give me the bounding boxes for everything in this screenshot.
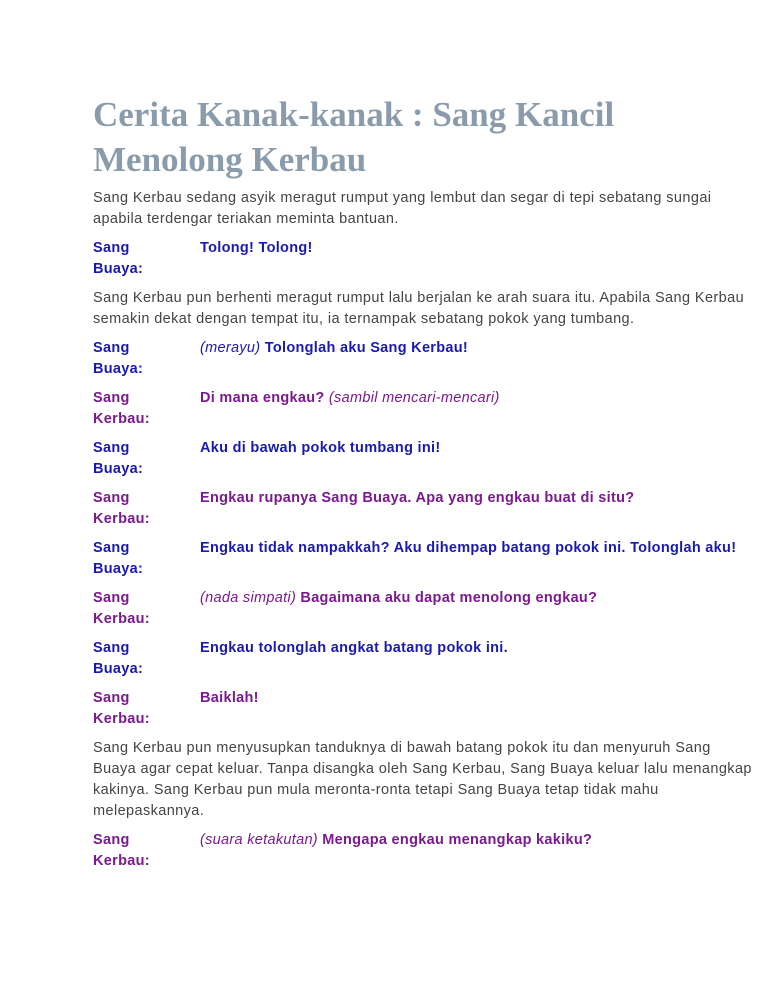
- narration-paragraph: Sang Kerbau pun berhenti meragut rumput lalu berjalan ke arah suara itu. Apabila Sang Kerbau semakin dekat dengan tempat itu, ia ternampak sebatang pokok yang tumbang.: [93, 290, 745, 327]
- narration-paragraph: Sang Kerbau sedang asyik meragut rumput yang lembut dan segar di tepi sebatang sungai apabila terdengar teriakan meminta bantuan.: [93, 190, 712, 227]
- dialogue-speech: [200, 388, 753, 430]
- speech-text: Aku di bawah pokok tumbang ini!: [200, 440, 441, 456]
- dialogue-line-kerbau: [93, 830, 753, 872]
- stage-direction: (merayu): [200, 340, 261, 356]
- speaker-label: Sang Buaya:: [93, 440, 144, 477]
- dialogue-speech: [200, 538, 753, 580]
- dialogue-speech: [200, 238, 753, 280]
- dialogue-speech: [200, 438, 753, 480]
- narration-paragraph: Sang Kerbau pun menyusupkan tanduknya di bawah batang pokok itu dan menyuruh Sang Buaya agar cepat keluar. Tanpa disangka oleh Sang Kerbau, Sang Buaya keluar lalu menangkap kakinya. Sang Kerbau pun mula meronta-ronta tetapi Sang Buaya tetap tidak mahu melepaskannya.: [93, 740, 752, 819]
- speaker-label: Sang Buaya:: [93, 640, 144, 677]
- speaker-label: Sang Kerbau:: [93, 390, 150, 427]
- speaker-label: Sang Kerbau:: [93, 590, 150, 627]
- dialogue-line-kerbau: [93, 388, 753, 430]
- speaker-label: Sang Kerbau:: [93, 490, 150, 527]
- stage-direction: (nada simpati): [200, 590, 297, 606]
- speaker-label: Sang Buaya:: [93, 240, 144, 277]
- speech-text: Mengapa engkau menangkap kakiku?: [322, 832, 593, 848]
- speech-text: Di mana engkau?: [200, 390, 325, 406]
- dialogue-speech: [200, 830, 753, 872]
- speech-text: Baiklah!: [200, 690, 259, 706]
- speech-text: Engkau tidak nampakkah? Aku dihempap batang pokok ini. Tolonglah aku!: [200, 540, 737, 556]
- dialogue-line-buaya: [93, 338, 753, 380]
- page-title: [93, 92, 753, 182]
- dialogue-line-kerbau: [93, 688, 753, 730]
- dialogue-line-buaya: [93, 238, 753, 280]
- document-page: [93, 92, 753, 880]
- speech-text: Tolong! Tolong!: [200, 240, 313, 256]
- dialogue-line-buaya: [93, 538, 753, 580]
- dialogue-speech: [200, 638, 753, 680]
- speech-text: Engkau rupanya Sang Buaya. Apa yang engkau buat di situ?: [200, 490, 635, 506]
- speech-text: Tolonglah aku Sang Kerbau!: [264, 340, 469, 356]
- speech-text: Bagaimana aku dapat menolong engkau?: [300, 590, 598, 606]
- dialogue-speech: [200, 588, 753, 630]
- dialogue-speech: [200, 688, 753, 730]
- speaker-label: Sang Buaya:: [93, 340, 144, 377]
- dialogue-speech: [200, 488, 753, 530]
- stage-direction: (sambil mencari-mencari): [328, 390, 500, 406]
- speaker-label: Sang Kerbau:: [93, 690, 150, 727]
- stage-direction: (suara ketakutan): [200, 832, 318, 848]
- dialogue-line-buaya: [93, 638, 753, 680]
- title-line-1: Cerita Kanak-kanak : Sang Kancil: [93, 95, 615, 134]
- speaker-label: Sang Buaya:: [93, 540, 144, 577]
- dialogue-speech: [200, 338, 753, 380]
- speech-text: Engkau tolonglah angkat batang pokok ini.: [200, 640, 508, 656]
- dialogue-line-buaya: [93, 438, 753, 480]
- dialogue-line-kerbau: [93, 488, 753, 530]
- speaker-label: Sang Kerbau:: [93, 832, 150, 869]
- title-line-2: Menolong Kerbau: [93, 140, 367, 179]
- dialogue-line-kerbau: [93, 588, 753, 630]
